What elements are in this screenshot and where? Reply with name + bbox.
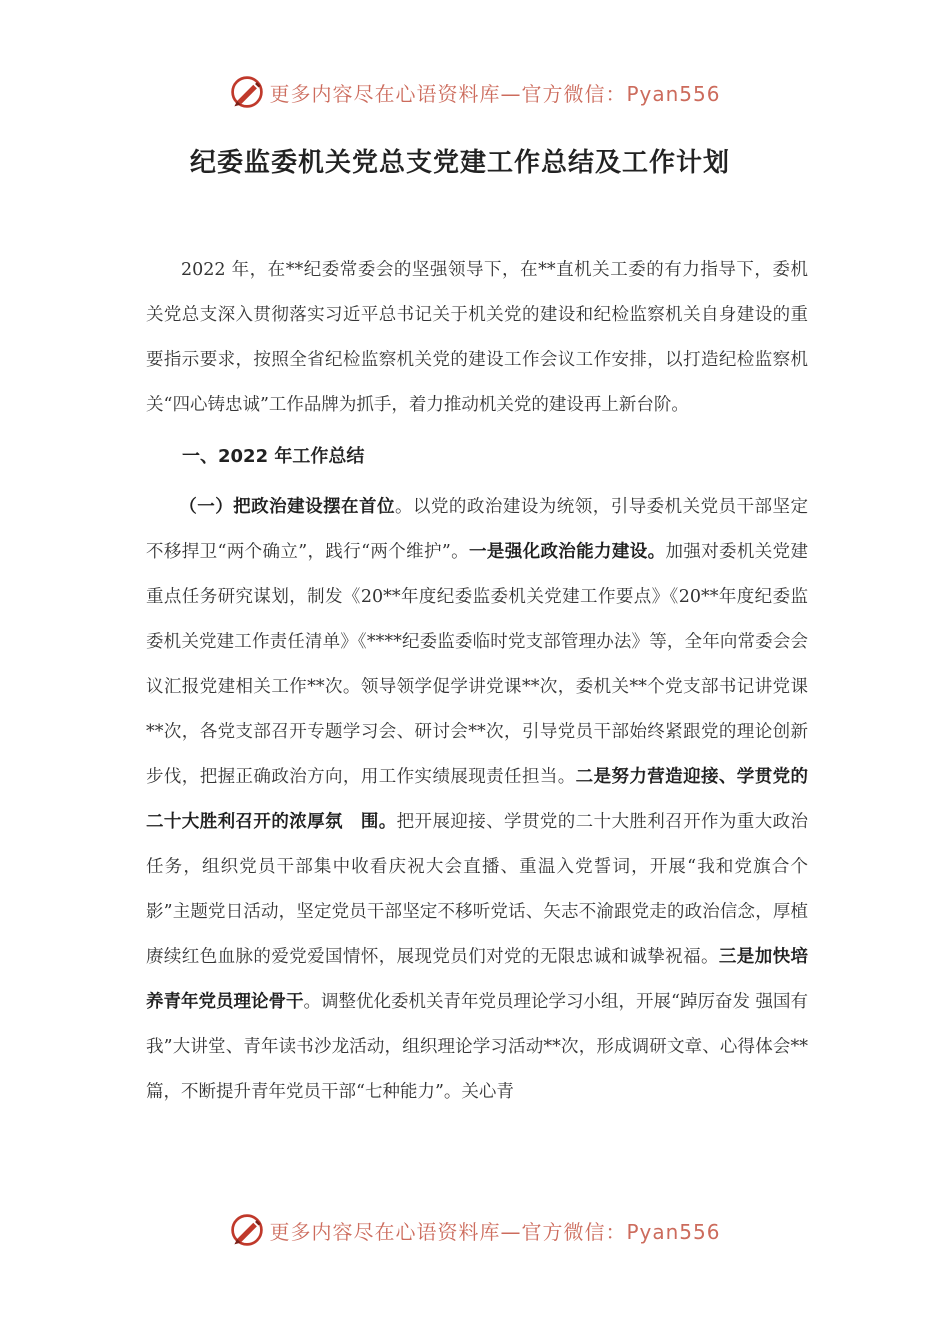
section-heading-1: 一、2022 年工作总结: [182, 446, 365, 467]
text-run: 加强对委机关党建重点任务研究谋划，制发《20**年度纪委监委机关党建工作要点》《20**年度纪委监委机关党建工作责任清单》《****纪委监委临时党支部管理办法》等，全年向常委会会议汇报党建相关工作**次。领导领学促学讲党课**次，委机关**个党支部书记讲党课**次，各党支部召开专题学习会、研讨会**次，引导党员干部始终紧跟党的理论创新步伐，把握正确政治方向，用工作实绩展现责任担当。: [146, 542, 808, 787]
text-run: 。调整优化委机关青年党员理论学习小组，开展“踔厉奋发 强国有我”大讲堂、青年读书沙龙活动，组织理论学习活动**次，形成调研文章、心得体会**篇，不断提升青年党员干部“七种能力”。关心青: [146, 992, 809, 1102]
intro-paragraph: 2022 年，在**纪委常委会的坚强领导下，在**直机关工委的有力指导下，委机关党总支深入贯彻落实习近平总书记关于机关党的建设和纪检监察机关自身建设的重要指示要求，按照全省纪检监察机关党的建设工作会议工作安排，以打造纪检监察机关“四心铸忠诚”工作品牌为抓手，着力推动机关党的建设再上新台阶。: [146, 260, 808, 415]
text-run: 。以党的政治建设为统领，引导委机关党员干部坚定不移捍卫“两个确立”，践行“两个维护”。: [146, 497, 808, 562]
header-banner: [0, 70, 950, 114]
footer-banner: [0, 1208, 950, 1252]
document-body: [146, 248, 808, 1115]
pen-logo-icon: [229, 1212, 265, 1248]
subsection-heading-1: （一）把政治建设摆在首位: [179, 497, 395, 517]
pen-logo-icon: [229, 74, 265, 110]
point-heading-3: 三是加快培养青年党员理论骨干: [146, 947, 809, 1012]
document-title: 纪委监委机关党总支党建工作总结及工作计划: [189, 148, 730, 178]
point-heading-1: 一是强化政治能力建设。: [469, 542, 666, 562]
point-heading-2: 二是努力营造迎接、学贯党的二十大胜利召开的浓厚氛 围。: [146, 767, 809, 832]
summary-paragraph-1: [146, 485, 808, 1115]
text-run: 把开展迎接、学贯党的二十大胜利召开作为重大政治任务，组织党员干部集中收看庆祝大会直播、重温入党誓词，开展“我和党旗合个影”主题党日活动，坚定党员干部坚定不移听党话、矢志不渝跟党走的政治信念，厚植赓续红色血脉的爱党爱国情怀，展现党员们对党的无限忠诚和诚挚祝福。: [146, 812, 809, 967]
header-banner-text: 更多内容尽在心语资料库—官方微信：Pyan556: [269, 81, 721, 106]
footer-banner-text: 更多内容尽在心语资料库—官方微信：Pyan556: [269, 1219, 721, 1244]
